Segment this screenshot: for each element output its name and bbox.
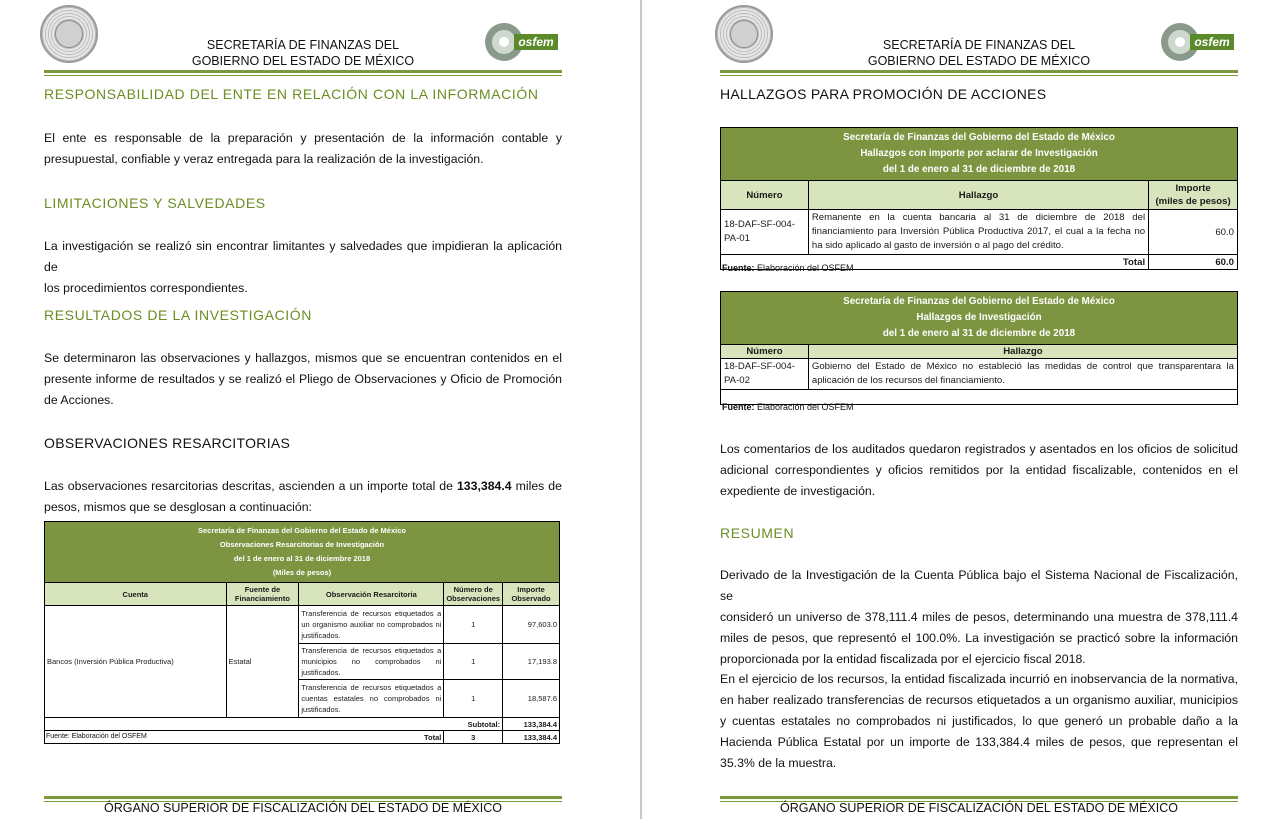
table-row: Transferencia de recursos etiquetados a cuentas estatales no comprobados ni justificados. 1 18,587.6 (45, 680, 560, 718)
paragraph-comentarios: Los comentarios de los auditados quedaron registrados y asentados en los oficios de solicitud adicional correspondientes y oficios remitidos por la entidad fiscalizable, contenidos en el expediente de investigación. (720, 442, 1238, 498)
section-title-hallazgos: HALLAZGOS PARA PROMOCIÓN DE ACCIONES (720, 86, 1047, 102)
page-footer: ÓRGANO SUPERIOR DE FISCALIZACIÓN DEL ESTADO DE MÉXICO (104, 801, 502, 815)
paragraph-resumen-2: En el ejercicio de los recursos, la entidad fiscalizada incurrió en inobservancia de la normativa, en haber realizado transferencias de recursos etiquetados a un organismo auxiliar, municipios y cuentas estatales no comprobados ni justificados, lo que generó un probable daño a la Hacienda Pública Estatal por un importe de 133,384.4 miles de pesos, que representan el 35.3% de la muestra. (720, 672, 1238, 770)
paragraph-resultados: Se determinaron las observaciones y hallazgos, mismos que se encuentran contenidos en el presente informe de resultados y se realizó el Pliego de Observaciones y Oficio de Promoción de Acciones. (44, 351, 562, 407)
paragraph-responsabilidad: El ente es responsable de la preparación y presentación de la información contable y presupuestal, confiable y veraz entregada para la realización de la investigación. (44, 131, 562, 166)
col-header-numero: Número (721, 345, 809, 359)
header-rule (720, 70, 1238, 76)
col-header-fuente: Fuente de Financiamiento (226, 583, 299, 606)
page-footer: ÓRGANO SUPERIOR DE FISCALIZACIÓN DEL ESTADO DE MÉXICO (780, 801, 1178, 815)
header-line-2: GOBIERNO DEL ESTADO DE MÉXICO (867, 54, 1091, 68)
fuente-cell: Estatal (226, 606, 299, 718)
table-source-note: Fuente: Elaboración del OSFEM (46, 733, 147, 740)
section-title-responsabilidad: RESPONSABILIDAD DEL ENTE EN RELACIÓN CON LA INFORMACIÓN (44, 86, 539, 102)
svg-text:osfem: osfem (518, 35, 554, 49)
table-title: Secretaría de Finanzas del Gobierno del Estado de México Hallazgos con importe por aclarar de Investigación del 1 de enero al 31 de diciembre de 2018 (721, 128, 1238, 181)
col-header-hallazgo: Hallazgo (808, 345, 1237, 359)
section-title-resumen: RESUMEN (720, 525, 795, 541)
page-header-title (829, 37, 1129, 69)
government-seal-icon (40, 5, 98, 63)
osfem-logo-icon (1160, 18, 1236, 64)
cuenta-cell: Bancos (Inversión Pública Productiva) (45, 606, 227, 718)
section-title-observaciones: OBSERVACIONES RESARCITORIAS (44, 435, 291, 451)
section-title-limitaciones: LIMITACIONES Y SALVEDADES (44, 195, 266, 211)
svg-text:osfem: osfem (1194, 35, 1230, 49)
col-header-hallazgo: Hallazgo (808, 181, 1148, 210)
col-header-cuenta: Cuenta (45, 583, 227, 606)
total-amount: 133,384.4 (456, 479, 512, 493)
col-header-importe: Importe Observado (503, 583, 560, 606)
subtotal-row: Subtotal: 133,384.4 (45, 718, 560, 731)
table-title: Secretaría de Finanzas del Gobierno del Estado de México Hallazgos de Investigación del 1 de enero al 31 de diciembre de 2018 (721, 292, 1238, 345)
left-page (0, 0, 640, 819)
col-header-importe: Importe (miles de pesos) (1149, 181, 1238, 210)
header-line-1: SECRETARÍA DE FINANZAS DEL (882, 38, 1076, 52)
header-rule (44, 70, 562, 76)
col-header-numero: Número (721, 181, 809, 210)
hallazgos-importe-table (720, 127, 1238, 270)
section-title-resultados: RESULTADOS DE LA INVESTIGACIÓN (44, 307, 312, 323)
total-row: Total 3 133,384.4 (45, 731, 560, 744)
page-header-title (153, 37, 453, 69)
table-source-note: Fuente: Elaboración del OSFEM (722, 402, 854, 412)
table-title: Secretaría de Finanzas del Gobierno del Estado de México Observaciones Resarcitorias de Investigación del 1 de enero al 31 de diciembre 2018 (Miles de pesos) (45, 522, 560, 583)
col-header-observacion: Observación Resarcitoria (299, 583, 444, 606)
col-header-numero: Número de Observaciones (444, 583, 503, 606)
table-row: 18-DAF-SF-004-PA-02 Gobierno del Estado de México no estableció las medidas de control que transparentara la aplicación de los recursos del financiamiento. (721, 359, 1238, 390)
hallazgos-table (720, 291, 1238, 405)
table-row: Transferencia de recursos etiquetados a municipios no comprobados ni justificados. 1 17,193.8 (45, 644, 560, 680)
osfem-logo-icon (484, 18, 560, 64)
total-row: Total 60.0 (721, 255, 1238, 270)
observaciones-table (44, 521, 560, 744)
paragraph-limitaciones: La investigación se realizó sin encontrar limitantes y salvedades que impidieran la aplicación de los procedimientos correspondientes. (44, 239, 562, 295)
table-source-note: Fuente: Elaboración del OSFEM (722, 263, 854, 273)
table-row: Bancos (Inversión Pública Productiva) Estatal Transferencia de recursos etiquetados a un organismo auxiliar no comprobados ni justificados. 1 97,603.0 (45, 606, 560, 644)
table-row: 18-DAF-SF-004-PA-01 Remanente en la cuenta bancaria al 31 de diciembre de 2018 del financiamiento para Inversión Pública Productiva 2017, el cual a la fecha no ha sido aplicado al gasto de inversión o al pago del crédito. 60.0 (721, 210, 1238, 255)
government-seal-icon (715, 5, 773, 63)
header-line-1: SECRETARÍA DE FINANZAS DEL (206, 38, 400, 52)
header-line-2: GOBIERNO DEL ESTADO DE MÉXICO (191, 54, 415, 68)
paragraph-observaciones: Las observaciones resarcitorias descritas, ascienden a un importe total de 133,384.4 miles de pesos, mismos que se desglosan a continuación: (44, 479, 562, 514)
paragraph-resumen-1: Derivado de la Investigación de la Cuenta Pública bajo el Sistema Nacional de Fiscalización, se consideró un universo de 378,111.4 miles de pesos, determinando una muestra de 378,111.4 miles de pesos, que representó el 100.0%. La investigación se practicó sobre la información proporcionada por la entidad fiscalizada por el ejercicio fiscal 2018. (720, 568, 1238, 666)
